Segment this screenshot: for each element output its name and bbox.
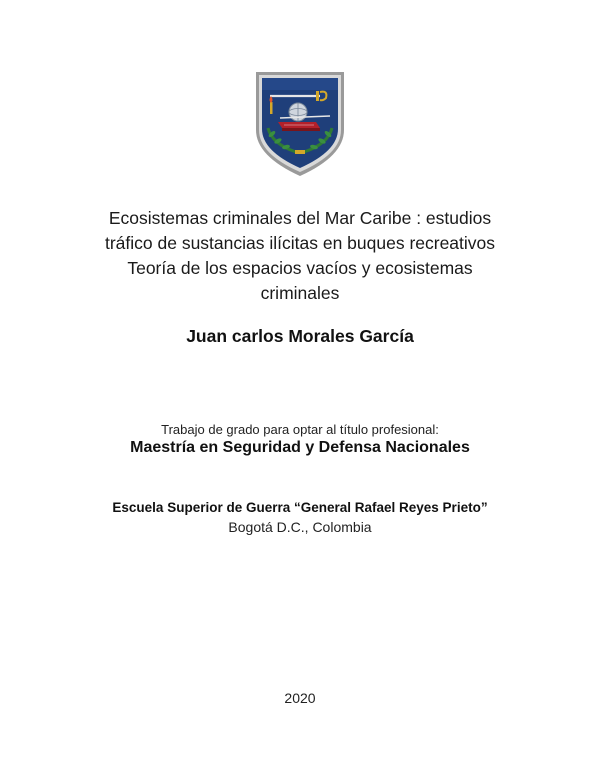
city-country: Bogotá D.C., Colombia [228, 519, 372, 535]
school-name: Escuela Superior de Guerra “General Rafael Reyes Prieto” [112, 500, 488, 515]
publication-year: 2020 [284, 690, 316, 706]
thesis-title [60, 206, 540, 306]
degree-purpose: Trabajo de grado para optar al título profesional: [161, 422, 439, 437]
degree-title: Maestría en Seguridad y Defensa Nacionales [130, 439, 470, 456]
military-school-crest-icon [250, 70, 350, 178]
title-line-3: Teoría de los espacios vacíos y ecosistemas [127, 258, 473, 278]
title-line-1: Ecosistemas criminales del Mar Caribe : estudios [108, 208, 492, 228]
title-line-4: criminales [260, 283, 340, 303]
author-name: Juan carlos Morales García [186, 326, 414, 346]
title-line-2: tráfico de sustancias ilícitas en buques recreativos [104, 233, 496, 253]
